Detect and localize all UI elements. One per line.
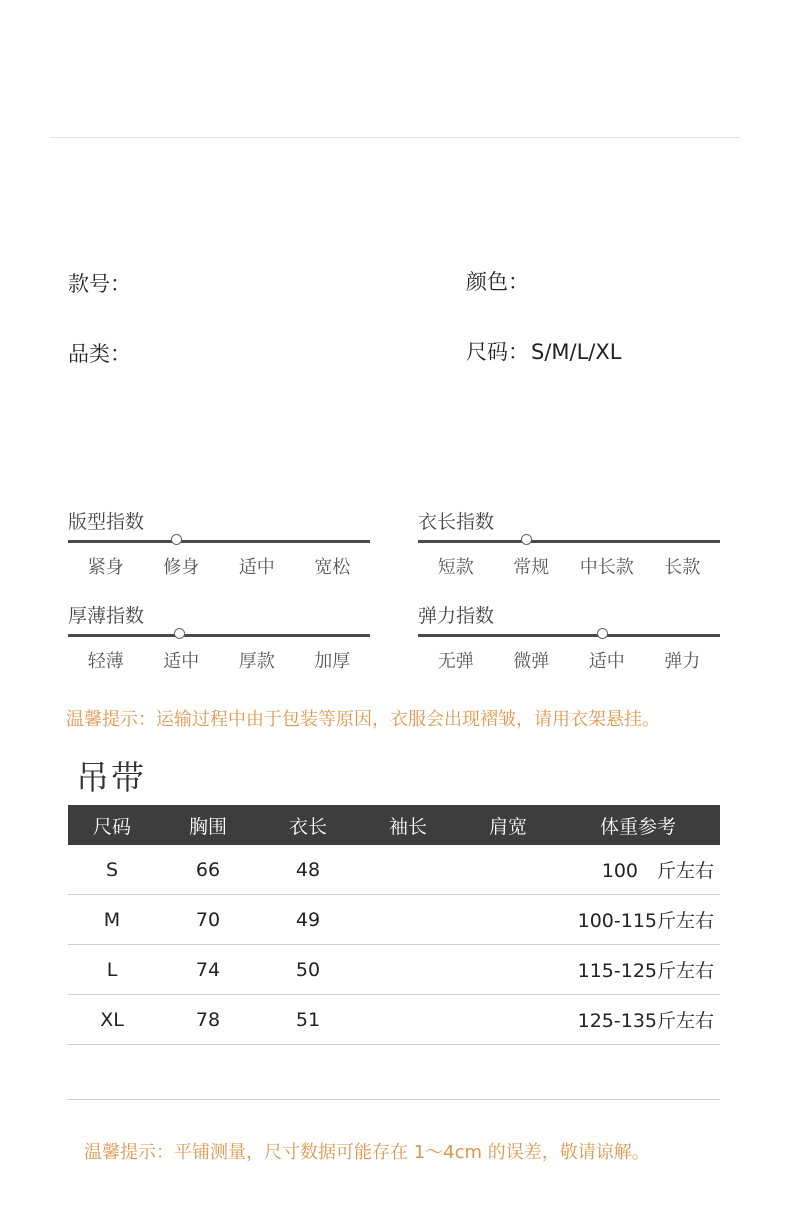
elasticity-index-track — [418, 634, 720, 637]
cell-bust: 70 — [156, 895, 260, 945]
length-index-knob — [521, 534, 532, 545]
fit-index-label: 修身 — [163, 557, 200, 578]
thickness-index-title: 厚薄指数 — [68, 605, 145, 627]
size-label: 尺码： — [466, 340, 529, 364]
cell-weight: 100-115斤左右 — [556, 895, 720, 945]
header-shoulder: 肩宽 — [460, 805, 556, 845]
section-title: 吊带 — [76, 758, 146, 797]
measurement-tip: 温馨提示：平铺测量，尺寸数据可能存在 1～4cm 的误差，敬请谅解。 — [84, 1142, 650, 1163]
style-number — [68, 268, 133, 298]
cell-shoulder — [460, 895, 556, 945]
thickness-index-track — [68, 634, 370, 637]
cell-length: 50 — [260, 945, 356, 995]
color-label: 颜色： — [466, 270, 529, 294]
header-sleeve: 袖长 — [356, 805, 460, 845]
thickness-index-label: 适中 — [163, 651, 200, 672]
header-bust: 胸围 — [156, 805, 260, 845]
cell-length: 48 — [260, 845, 356, 895]
cell-bust: 66 — [156, 845, 260, 895]
cell-size: S — [68, 845, 156, 895]
cell-bust: 78 — [156, 995, 260, 1045]
size-table — [68, 805, 720, 1045]
fit-index-title: 版型指数 — [68, 511, 145, 533]
table-row — [68, 895, 720, 945]
thickness-index-label: 轻薄 — [87, 651, 124, 672]
elasticity-index-label: 适中 — [588, 651, 625, 672]
cell-length: 49 — [260, 895, 356, 945]
category-info — [68, 338, 133, 368]
shipping-tip: 温馨提示：运输过程中由于包装等原因，衣服会出现褶皱，请用衣架悬挂。 — [66, 709, 660, 730]
fit-index-label: 适中 — [238, 557, 275, 578]
thickness-index-knob — [174, 628, 185, 639]
cell-shoulder — [460, 845, 556, 895]
length-index-title: 衣长指数 — [418, 511, 495, 533]
fit-index-label: 宽松 — [314, 557, 351, 578]
cell-sleeve — [356, 895, 460, 945]
top-divider — [50, 137, 740, 138]
length-index-labels — [418, 553, 720, 579]
length-index-label: 长款 — [664, 557, 701, 578]
cell-size: M — [68, 895, 156, 945]
length-index-label: 短款 — [437, 557, 474, 578]
bottom-divider — [68, 1099, 720, 1100]
cell-sleeve — [356, 945, 460, 995]
thickness-index-label: 加厚 — [314, 651, 351, 672]
fit-index-track — [68, 540, 370, 543]
cell-weight: 100 斤左右 — [556, 845, 720, 895]
size-value: S/M/L/XL — [531, 340, 622, 364]
fit-index-label: 紧身 — [87, 557, 124, 578]
cell-weight: 125-135斤左右 — [556, 995, 720, 1045]
category-label: 品类： — [68, 342, 131, 366]
cell-sleeve — [356, 995, 460, 1045]
thickness-index-labels — [68, 647, 370, 673]
length-index-label: 常规 — [513, 557, 550, 578]
style-number-label: 款号： — [68, 272, 131, 296]
elasticity-index-label: 微弹 — [513, 651, 550, 672]
elasticity-index-knob — [597, 628, 608, 639]
length-index — [418, 507, 720, 579]
cell-weight: 115-125斤左右 — [556, 945, 720, 995]
table-row — [68, 995, 720, 1045]
elasticity-index-label: 无弹 — [437, 651, 474, 672]
elasticity-index-labels — [418, 647, 720, 673]
length-index-label: 中长款 — [579, 557, 634, 578]
elasticity-index-label: 弹力 — [664, 651, 701, 672]
header-length: 衣长 — [260, 805, 356, 845]
table-header-row — [68, 805, 720, 845]
cell-shoulder — [460, 995, 556, 1045]
table-row — [68, 945, 720, 995]
fit-index-knob — [171, 534, 182, 545]
color-info — [466, 266, 531, 296]
size-info — [466, 336, 621, 366]
cell-size: L — [68, 945, 156, 995]
table-row — [68, 845, 720, 895]
cell-shoulder — [460, 945, 556, 995]
elasticity-index — [418, 601, 720, 673]
elasticity-index-title: 弹力指数 — [418, 605, 495, 627]
fit-index — [68, 507, 370, 579]
header-weight: 体重参考 — [556, 805, 720, 845]
cell-sleeve — [356, 845, 460, 895]
fit-index-labels — [68, 553, 370, 579]
cell-size: XL — [68, 995, 156, 1045]
thickness-index-label: 厚款 — [238, 651, 275, 672]
thickness-index — [68, 601, 370, 673]
length-index-track — [418, 540, 720, 543]
cell-length: 51 — [260, 995, 356, 1045]
header-size: 尺码 — [68, 805, 156, 845]
cell-bust: 74 — [156, 945, 260, 995]
